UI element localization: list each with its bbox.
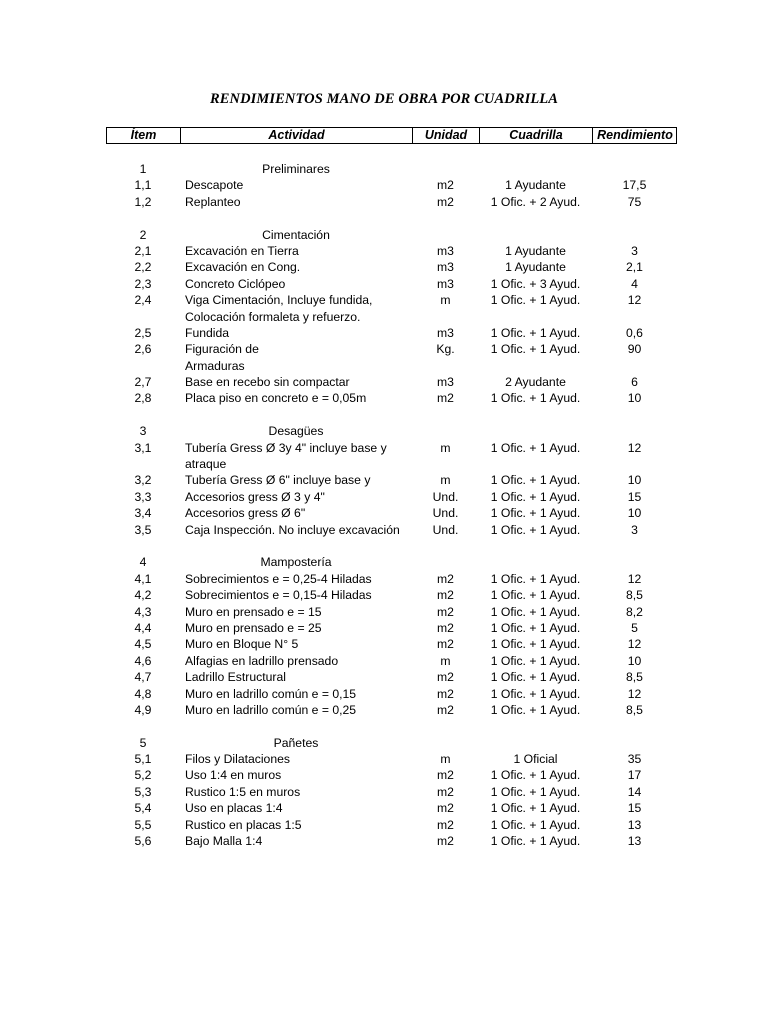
cell-unidad: m2 [437,620,454,635]
table-row [0,784,768,800]
cell-cuadrilla: 1 Ofic. + 1 Ayud. [490,440,581,455]
cell-rendimiento: 8,5 [626,670,643,685]
cell-actividad: Rustico 1:5 en muros [185,784,301,799]
section-title: Preliminares [262,162,330,176]
cell-item: 3,4 [134,506,152,521]
table-row [0,440,768,456]
cell-rendimiento: 35 [627,752,642,767]
continuation-row [0,358,768,374]
section-number: 1 [139,162,147,176]
table-row [0,751,768,767]
cell-actividad: Fundida [185,325,230,340]
cell-item: 4,1 [134,571,152,586]
cell-actividad: Tubería Gress Ø 3y 4" incluye base y [185,440,387,455]
table-row [0,522,768,538]
cell-actividad: Excavación en Cong. [185,260,301,275]
table-row [0,243,768,259]
table-row [0,604,768,620]
cell-unidad: m2 [437,178,454,193]
cell-item: 5,6 [134,834,152,849]
table-row [0,669,768,685]
section-number: 3 [139,424,147,439]
section-number: 4 [139,555,147,570]
cell-actividad: Uso 1:4 en muros [185,768,282,783]
cell-actividad: Sobrecimientos e = 0,25-4 Hiladas [185,571,372,586]
cell-unidad: m2 [437,604,454,619]
table-body [0,161,768,849]
cell-actividad: Placa piso en concreto e = 0,05m [185,391,367,406]
cell-cuadrilla: 1 Ayudante [505,178,566,193]
cell-actividad: Muro en ladrillo común e = 0,25 [185,702,357,717]
spacer-row [0,718,768,734]
cell-item: 5,5 [134,817,152,832]
cell-actividad: Replanteo [185,194,241,209]
cell-cuadrilla: 2 Ayudante [505,375,566,390]
cell-rendimiento: 90 [627,342,642,357]
cell-cuadrilla: 1 Ofic. + 1 Ayud. [490,571,581,586]
cell-rendimiento: 3 [631,522,638,537]
cell-rendimiento: 8,5 [626,702,643,717]
cell-actividad: Viga Cimentación, Incluye fundida, [185,293,373,308]
spacer-row [0,538,768,554]
cell-unidad: m [440,473,451,488]
cell-unidad: m2 [437,637,454,652]
cell-rendimiento: 8,5 [626,588,643,603]
table-row [0,341,768,357]
table-row [0,505,768,521]
table-row [0,800,768,816]
cell-unidad: m2 [437,784,454,799]
cell-actividad: Muro en ladrillo común e = 0,15 [185,686,357,701]
table-row [0,620,768,636]
cell-actividad: Colocación formaleta y refuerzo. [185,309,361,324]
cell-item: 2,1 [134,243,152,258]
cell-cuadrilla: 1 Ofic. + 1 Ayud. [490,670,581,685]
cell-cuadrilla: 1 Ofic. + 1 Ayud. [490,522,581,537]
cell-unidad: m2 [437,817,454,832]
cell-rendimiento: 13 [627,834,642,849]
cell-rendimiento: 6 [631,375,638,390]
cell-rendimiento: 15 [627,801,642,816]
table-row [0,702,768,718]
cell-actividad: Accesorios gress Ø 3 y 4" [185,489,325,504]
cell-rendimiento: 13 [627,817,642,832]
table-row [0,571,768,587]
cell-unidad: m2 [437,194,454,209]
table-row [0,390,768,406]
table-row [0,177,768,193]
cell-cuadrilla: 1 Ofic. + 1 Ayud. [490,784,581,799]
cell-cuadrilla: 1 Ofic. + 1 Ayud. [490,637,581,652]
table-row [0,587,768,603]
cell-rendimiento: 12 [627,571,642,586]
cell-actividad: Base en recebo sin compactar [185,375,350,390]
cell-cuadrilla: 1 Ofic. + 1 Ayud. [490,342,581,357]
header-item: Ítem [107,128,181,143]
cell-cuadrilla: 1 Ofic. + 1 Ayud. [490,620,581,635]
section-row [0,735,768,751]
cell-unidad: m [440,653,451,668]
cell-unidad: Kg. [436,342,455,357]
header-rendimiento: Rendimiento [597,128,673,142]
section-title: Desagües [268,424,324,439]
cell-rendimiento: 12 [627,440,642,455]
cell-unidad: Und. [432,506,459,521]
cell-cuadrilla: 1 Ofic. + 1 Ayud. [490,588,581,603]
cell-unidad: Und. [432,522,459,537]
continuation-row [0,456,768,472]
header-unidad: Unidad [413,128,480,143]
table-row [0,636,768,652]
cell-item: 5,3 [134,784,152,799]
cell-unidad: Und. [432,489,459,504]
cell-unidad: m [440,440,451,455]
cell-cuadrilla: 1 Ofic. + 1 Ayud. [490,604,581,619]
table-row [0,817,768,833]
cell-cuadrilla: 1 Ofic. + 1 Ayud. [490,834,581,849]
cell-unidad: m [440,293,451,308]
cell-actividad: Excavación en Tierra [185,243,299,258]
cell-item: 4,3 [134,604,152,619]
cell-actividad: Muro en prensado e = 15 [185,604,322,619]
cell-rendimiento: 10 [627,473,642,488]
cell-item: 2,4 [134,293,152,308]
cell-actividad: Bajo Malla 1:4 [185,834,263,849]
cell-cuadrilla: 1 Ayudante [505,243,566,258]
cell-item: 4,5 [134,637,152,652]
cell-unidad: m [440,752,451,767]
header-cuadrilla: Cuadrilla [480,128,593,143]
cell-actividad: Uso en placas 1:4 [185,801,283,816]
cell-unidad: m2 [437,801,454,816]
table-row [0,833,768,849]
cell-unidad: m2 [437,768,454,783]
cell-rendimiento: 5 [631,620,638,635]
cell-rendimiento: 10 [627,506,642,521]
cell-unidad: m3 [437,260,454,275]
cell-item: 4,4 [134,620,152,635]
cell-rendimiento: 17 [627,768,642,783]
cell-item: 4,9 [134,702,152,717]
cell-actividad: Alfagias en ladrillo prensado [185,653,339,668]
cell-unidad: m2 [437,571,454,586]
cell-item: 4,8 [134,686,152,701]
cell-cuadrilla: 1 Ofic. + 1 Ayud. [490,817,581,832]
spacer-row [0,210,768,226]
cell-rendimiento: 15 [627,489,642,504]
cell-item: 2,6 [134,342,152,357]
spacer-row [0,407,768,423]
cell-cuadrilla: 1 Ofic. + 1 Ayud. [490,801,581,816]
cell-rendimiento: 2,1 [626,260,643,275]
table-row [0,653,768,669]
table-row [0,292,768,308]
cell-cuadrilla: 1 Ofic. + 3 Ayud. [490,276,581,291]
cell-cuadrilla: 1 Ofic. + 1 Ayud. [490,293,581,308]
cell-item: 3,5 [134,522,152,537]
cell-cuadrilla: 1 Ofic. + 1 Ayud. [490,768,581,783]
cell-rendimiento: 17,5 [622,178,647,193]
continuation-row [0,309,768,325]
cell-cuadrilla: 1 Ofic. + 1 Ayud. [490,506,581,521]
cell-actividad: Tubería Gress Ø 6" incluye base y [185,473,371,488]
table-row [0,767,768,783]
cell-rendimiento: 12 [627,293,642,308]
cell-item: 3,1 [134,440,152,455]
cell-item: 1,1 [134,178,152,193]
cell-rendimiento: 0,6 [626,325,643,340]
cell-actividad: Sobrecimientos e = 0,15-4 Hiladas [185,588,372,603]
cell-cuadrilla: 1 Ofic. + 1 Ayud. [490,473,581,488]
cell-actividad: atraque [185,457,227,472]
cell-actividad: Armaduras [185,358,245,373]
cell-item: 5,4 [134,801,152,816]
cell-unidad: m3 [437,325,454,340]
cell-rendimiento: 75 [627,194,642,209]
table-row [0,374,768,390]
cell-item: 5,2 [134,768,152,783]
cell-cuadrilla: 1 Ofic. + 1 Ayud. [490,325,581,340]
table-row [0,259,768,275]
cell-item: 2,5 [134,325,152,340]
cell-item: 4,6 [134,653,152,668]
cell-actividad: Filos y Dilataciones [185,752,290,767]
cell-cuadrilla: 1 Oficial [513,752,558,767]
cell-cuadrilla: 1 Ofic. + 2 Ayud. [490,194,581,209]
page-title: RENDIMIENTOS MANO DE OBRA POR CUADRILLA [209,91,559,107]
cell-unidad: m2 [437,702,454,717]
cell-actividad: Descapote [185,178,244,193]
cell-unidad: m2 [437,670,454,685]
cell-item: 1,2 [134,194,152,209]
cell-unidad: m3 [437,276,454,291]
cell-cuadrilla: 1 Ayudante [505,260,566,275]
cell-unidad: m2 [437,686,454,701]
cell-cuadrilla: 1 Ofic. + 1 Ayud. [490,391,581,406]
table-row [0,686,768,702]
table-row [0,276,768,292]
table-row [0,472,768,488]
cell-actividad: Muro en prensado e = 25 [185,620,322,635]
cell-rendimiento: 10 [627,391,642,406]
cell-item: 4,7 [134,670,152,685]
cell-rendimiento: 14 [627,784,642,799]
cell-cuadrilla: 1 Ofic. + 1 Ayud. [490,489,581,504]
cell-rendimiento: 4 [631,276,638,291]
cell-item: 2,2 [134,260,152,275]
cell-rendimiento: 8,2 [626,604,643,619]
cell-actividad: Rustico en placas 1:5 [185,817,302,832]
cell-item: 4,2 [134,588,152,603]
cell-unidad: m3 [437,375,454,390]
cell-cuadrilla: 1 Ofic. + 1 Ayud. [490,686,581,701]
cell-actividad: Concreto Ciclópeo [185,276,286,291]
table-row [0,489,768,505]
cell-unidad: m2 [437,834,454,849]
section-title: Pañetes [273,735,319,750]
cell-cuadrilla: 1 Ofic. + 1 Ayud. [490,702,581,717]
cell-actividad: Caja Inspección. No incluye excavación [185,522,400,537]
cell-unidad: m3 [437,243,454,258]
section-row [0,554,768,570]
section-row [0,161,768,177]
cell-rendimiento: 10 [627,653,642,668]
cell-actividad: Ladrillo Estructural [185,670,286,685]
section-title: Cimentación [262,227,330,242]
cell-actividad: Figuración de [185,342,259,357]
cell-item: 2,7 [134,375,152,390]
cell-rendimiento: 12 [627,686,642,701]
section-title: Mampostería [260,555,332,570]
cell-rendimiento: 3 [631,243,638,258]
cell-item: 2,3 [134,276,152,291]
cell-item: 3,2 [134,473,152,488]
cell-cuadrilla: 1 Ofic. + 1 Ayud. [490,653,581,668]
cell-unidad: m2 [437,588,454,603]
section-number: 2 [139,227,147,242]
cell-unidad: m2 [437,391,454,406]
table-row [0,194,768,210]
table-row [0,325,768,341]
cell-rendimiento: 12 [627,637,642,652]
cell-item: 2,8 [134,391,152,406]
section-row [0,227,768,243]
cell-actividad: Muro en Bloque N° 5 [185,637,299,652]
header-actividad: Actividad [181,128,413,143]
cell-actividad: Accesorios gress Ø 6" [185,506,306,521]
section-row [0,423,768,439]
cell-item: 5,1 [134,752,152,767]
section-number: 5 [139,735,147,750]
cell-item: 3,3 [134,489,152,504]
table-header [106,127,677,144]
